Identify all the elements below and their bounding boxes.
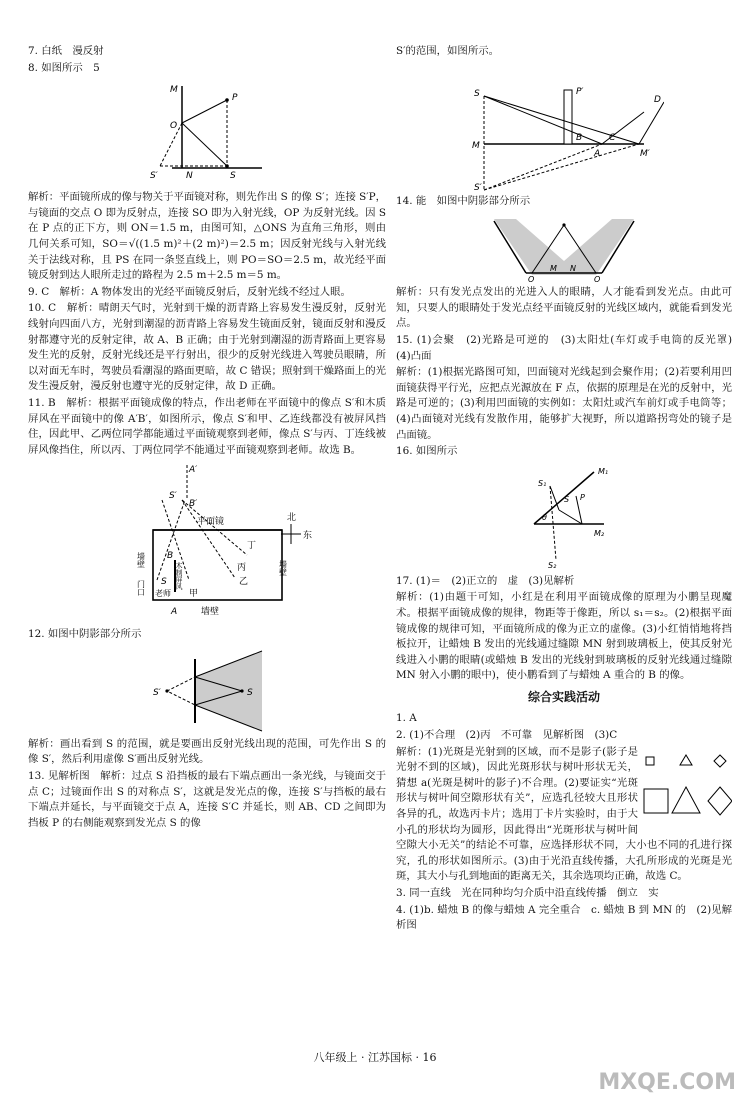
fig14-label-O-left: O bbox=[528, 275, 535, 284]
answer-17-explanation: 解析：(1)由题干可知，小红是在利用平面镜成像的原理为小鹏呈现魔术。根据平面镜成像的规律，物距等于像距，所以 s₁＝s₂。(2)根据平面镜成像的规律可知，平面镜所成的像为正立的虚像。(3)小红悄悄地将挡板拉开，让蜡烛 B 发出的光线通过缝隙 MN 射到玻璃板上，使其反射光线进入小鹏的眼睛(或蜡烛 B 发出的光线射到玻璃板的反射光线通过缝隙 MN 射入小鹏的眼中)，使小鹏看到了与蜡烛 A 重合的 B 的像。 bbox=[396, 591, 732, 682]
fig8-label-Sp: S′ bbox=[150, 171, 158, 182]
fig13-label-B: B bbox=[576, 132, 583, 143]
answer-16: 16. 如图所示 bbox=[396, 445, 458, 458]
fig16-label-S: S bbox=[564, 494, 570, 504]
fig11-label-teacher: 老师 bbox=[155, 589, 171, 599]
figure-11 bbox=[97, 460, 317, 625]
fig8-label-M: M bbox=[170, 85, 178, 96]
figure-8 bbox=[142, 78, 272, 188]
activity-3: 3. 同一直线 光在同种均匀介质中沿直线传播 倒立 实 bbox=[396, 887, 659, 899]
fig13-label-Mp: M′ bbox=[640, 148, 650, 159]
fig14-label-N: N bbox=[570, 264, 576, 274]
answer-8: 8. 如图所示 5 bbox=[28, 61, 100, 74]
fig16-label-M1: M₁ bbox=[598, 466, 609, 476]
fig11-label-screen: 木制屏风 bbox=[175, 562, 183, 591]
fig11-label-jia: 甲 bbox=[189, 589, 199, 600]
fig11-label-wall-left: 墙壁 bbox=[136, 552, 146, 569]
answer-17: 17. (1)＝ (2)正立的 虚 (3)见解析 bbox=[396, 574, 575, 587]
fig11-label-A: A bbox=[171, 607, 178, 618]
left-column bbox=[28, 44, 386, 832]
fig13-label-S: S bbox=[474, 88, 480, 99]
fig11-label-B: B bbox=[167, 551, 174, 562]
fig16-label-P: P bbox=[580, 492, 585, 502]
answer-15: 15. (1)会聚 (2)光路是可逆的 (3)太阳灶(车灯或手电筒的反光罩) (4)凸面 bbox=[396, 333, 743, 362]
fig11-label-north: 北 bbox=[287, 513, 297, 524]
fig16-label-S2: S₂ bbox=[548, 560, 557, 570]
answer-8-explanation: 解析：平面镜所成的像与物关于平面镜对称，则先作出 S 的像 S′；连接 S′P，与镜面的交点 O 即为反射点，连接 SO 即为入射光线，OP 为反射光线。因 S 在 P 点的正下方，则 ON＝1.5 m，由图可知，△ONS 为直角三角形，则由几何关系可知，SO＝√((1.5 m)²＋(2 m)²)＝2.5 m；因反射光线与入射光线关于法线对称，且 PS 在同一条竖直线上，则 PO＝SO＝2.5 m，故光经平面镜反射到达人眼所走过的路程为 2.5 m＋2.5 m＝5 m。 bbox=[28, 191, 386, 282]
page-footer: 八年级上 · 江苏国标 · 16 bbox=[313, 1051, 437, 1064]
figure-13 bbox=[464, 62, 664, 192]
fig16-label-M2: M₂ bbox=[594, 528, 605, 538]
fig11-label-Sp: S′ bbox=[169, 491, 177, 502]
fig14-label-M: M bbox=[550, 264, 557, 274]
activity-4: 4. (1)b. 蜡烛 B 的像与蜡烛 A 完全重合 c. 蜡烛 B 到 MN 的 (2)见解析图 bbox=[396, 903, 732, 932]
fig11-label-wall-right: 墙壁 bbox=[278, 560, 288, 577]
fig8-label-O: O bbox=[170, 121, 178, 132]
fig11-label-Ap: A′ bbox=[189, 465, 198, 476]
activity-2-explanation-block bbox=[396, 745, 732, 885]
hole-shapes-figure bbox=[642, 745, 732, 825]
fig13-label-C: C bbox=[609, 132, 616, 143]
fig13-label-Pp: P′ bbox=[576, 86, 584, 97]
answer-13-continued: S′的范围，如图所示。 bbox=[396, 45, 499, 57]
answer-10: 10. C 解析：晴朗天气时，光射到干燥的沥青路上容易发生漫反射，反射光线射向四面八方，光射到潮湿的沥青路上容易发生镜面反射，镜面反射和漫反射都遵守光的反射定律，故 A、B 正确；由于光射到潮湿的沥青路面上更容易发生光的反射，反射光线还是平行射出，很少的反射光线进入驾驶员眼睛，所以对面无车时，驾驶员看潮湿的路面更暗，故 C 错误；照射到干燥路面上的光发生漫反射，漫反射也遵守光的反射定律，故 D 正确。 bbox=[28, 302, 386, 393]
fig11-label-bing: 丙 bbox=[237, 563, 247, 574]
fig11-label-S: S bbox=[161, 577, 167, 588]
answer-12-explanation: 解析：画出看到 S 的范围，就是要画出反射光线出现的范围，可先作出 S 的像 S′，然后利用虚像 S′画出反射光线。 bbox=[28, 737, 386, 766]
fig13-label-M: M bbox=[472, 140, 480, 151]
fig11-label-ding: 丁 bbox=[247, 541, 257, 552]
fig12-label-S: S bbox=[247, 687, 253, 698]
section-title: 综合实践活动 bbox=[527, 689, 600, 704]
answer-9: 9. C 解析：A 物体发出的光经平面镜反射后，反射光线不经过人眼。 bbox=[28, 285, 351, 298]
fig16-label-S1: S₁ bbox=[538, 478, 547, 488]
answer-13: 13. 见解析图 解析：过点 S 沿挡板的最右下端点画出一条光线，与镜面交于点 C；过镜面作出 S 的对称点 S′，这就是发光点的像，连接 S′与挡板的最右下端点并延长，与平面镜交于点 A，连接 S′C 并延长，则 AB、CD 之间即为挡板 P 的右侧能观察到发光点 S 的像 bbox=[28, 770, 386, 829]
fig11-label-door: 门口 bbox=[136, 580, 146, 597]
fig16-label-theta: θ bbox=[542, 512, 547, 522]
activity-2-explanation: 解析：(1)光斑是光射到的区域，而不是影子(影子是光射不到的区域)，因此光斑形状与树叶形状无关，猜想 a(光斑是树叶的影子)不合理。(2)要证实“光斑形状与树叶间空隙形状有关”，应选孔径较大且形状各异的孔，故选丙卡片；选用丁卡片实验时，由于大小孔的形状均为圆形，因此得出“光斑形状与树叶间空隙大小无关”的结论不可靠，应选择形状不同，大小也不同的孔进行探究，孔的形状如图所示。(3)由于光沿直线传播，大孔所形成的光斑是光斑，其大小与孔到地面的距离无关，其余选项均正确，故选 C。 bbox=[396, 745, 732, 883]
fig11-label-yi: 乙 bbox=[239, 577, 249, 588]
answer-11: 11. B 解析：根据平面镜成像的特点，作出老师在平面镜中的像点 S′和木质屏风在平面镜中的像 A′B′，如图所示，像点 S′和甲、乙连线都没有被屏风挡住，因此甲、乙两位同学都能通过平面镜观察到老师，像点 S′与丙、丁连线被屏风像挡住，所以丙、丁两位同学不能通过平面镜观察到老师。故选 B。 bbox=[28, 396, 386, 456]
fig13-label-Sp: S′ bbox=[474, 182, 482, 192]
fig13-label-A: A bbox=[594, 148, 601, 159]
answer-12: 12. 如图中阴影部分所示 bbox=[28, 628, 142, 641]
fig11-label-east: 东 bbox=[303, 531, 313, 542]
fig8-label-P: P bbox=[232, 93, 238, 104]
answer-14-explanation: 解析：只有发光点发出的光进入人的眼睛，人才能看到发光点。由此可知，只要人的眼睛处于发光点经平面镜反射的光线区域内，就能看到发光点。 bbox=[396, 286, 732, 330]
right-column bbox=[396, 44, 743, 935]
figure-14 bbox=[484, 211, 644, 283]
fig12-label-Sp: S′ bbox=[153, 687, 161, 698]
fig11-label-mirror: 平面镜 bbox=[197, 517, 225, 528]
fig13-label-D: D bbox=[654, 94, 661, 105]
fig11-label-Bp: B′ bbox=[189, 499, 198, 510]
fig8-label-S: S bbox=[230, 171, 236, 182]
figure-12 bbox=[137, 645, 277, 735]
answer-7: 7. 白纸 漫反射 bbox=[28, 45, 104, 57]
fig14-label-O-right: O bbox=[594, 275, 601, 284]
watermark-logo: MXQE.COM bbox=[598, 1070, 736, 1096]
activity-2: 2. (1)不合理 (2)丙 不可靠 见解析图 (3)C bbox=[396, 729, 618, 742]
activity-1: 1. A bbox=[396, 712, 417, 725]
fig11-label-wall-bottom: 墙壁 bbox=[201, 607, 220, 618]
fig8-label-N: N bbox=[186, 171, 193, 182]
answer-15-explanation: 解析：(1)根据光路图可知，凹面镜对光线起到会聚作用；(2)若要利用凹面镜获得平行光，应把点光源放在 F 点，依据的原理是在光的反射中，光路是可逆的；(3)利用凹面镜的实例如：太阳灶或汽车前灯或手电筒等；(4)凸面镜对光线有发散作用，能够扩大视野，所以道路拐弯处的镜子是凸面镜。 bbox=[396, 366, 732, 441]
figure-16 bbox=[504, 462, 624, 572]
answer-14: 14. 能 如图中阴影部分所示 bbox=[396, 194, 531, 207]
